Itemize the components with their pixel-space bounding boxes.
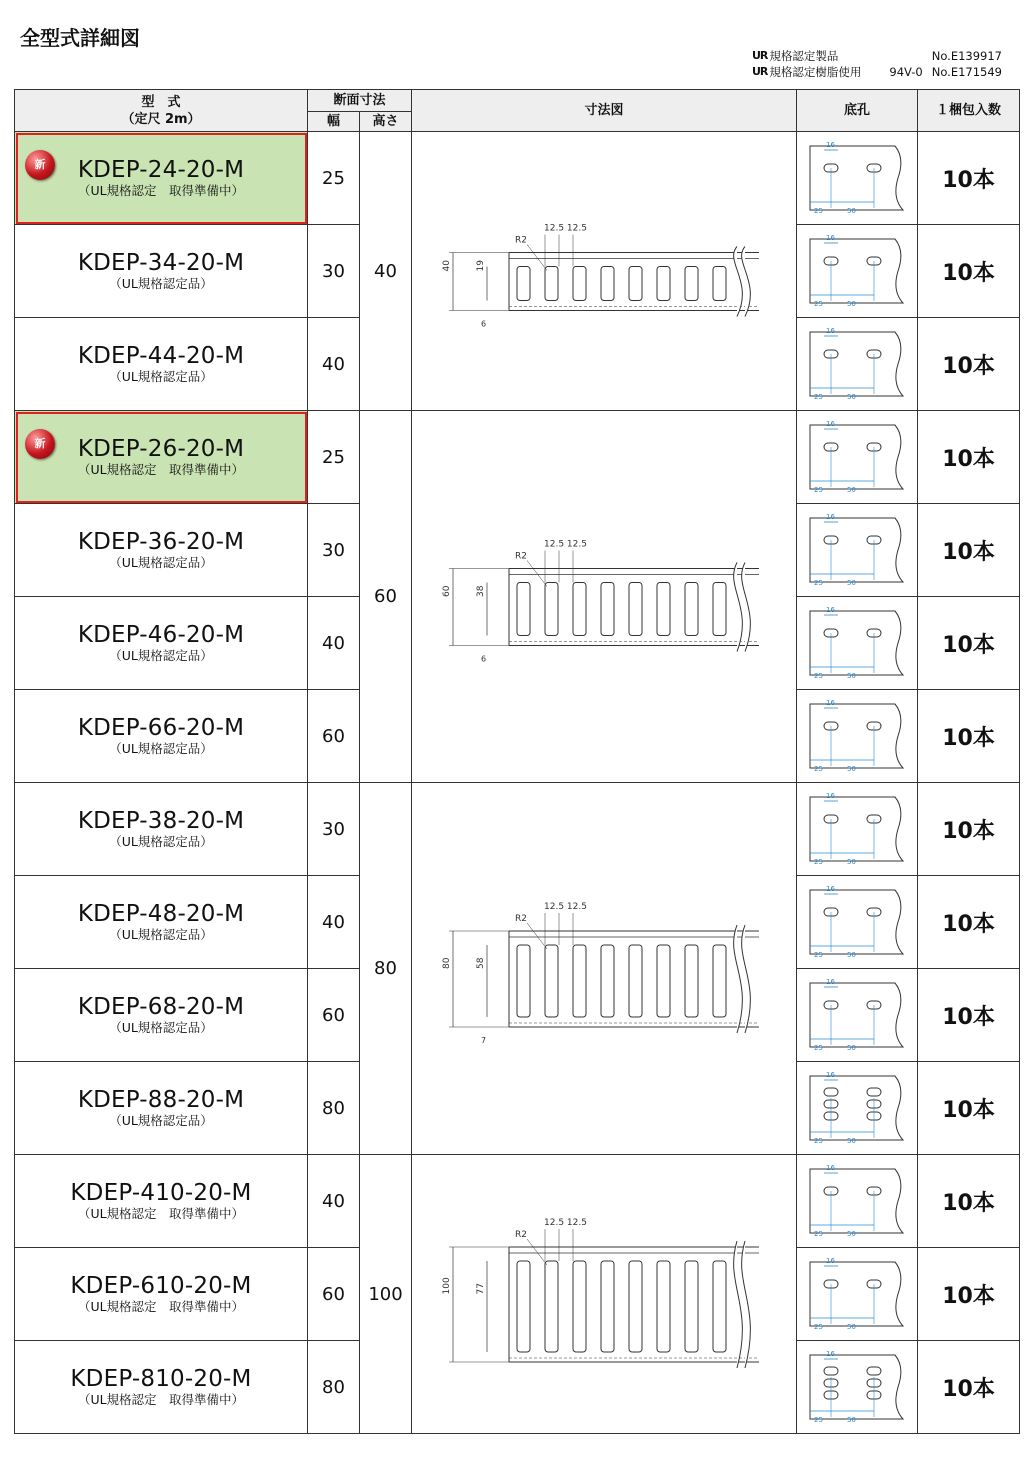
hole-dim-b-label: 50	[847, 1230, 856, 1238]
new-badge-icon: 新	[25, 150, 55, 180]
ur-mark-icon: UR	[752, 49, 768, 62]
model-note: （UL規格認定品）	[109, 1113, 213, 1128]
hole-dim-a-label: 25	[814, 858, 823, 866]
width-cell: 80	[308, 1341, 360, 1434]
hole-dim-a-label: 25	[814, 579, 823, 587]
quantity-cell: 10本	[918, 597, 1020, 690]
model-name: KDEP-48-20-M	[77, 901, 245, 927]
slot-height-label: 19	[476, 259, 487, 271]
bottom-hole-cell	[797, 318, 918, 411]
model-name: KDEP-810-20-M	[70, 1366, 252, 1392]
hole-slot-label: 16	[826, 420, 835, 428]
hole-dim-a-label: 25	[814, 486, 823, 494]
base-height-label: 6	[481, 319, 487, 328]
model-note: （UL規格認定品）	[109, 834, 213, 849]
spec-table	[14, 89, 1020, 1434]
model-note: （UL規格認定品）	[109, 276, 213, 291]
hole-slot-label: 16	[826, 978, 835, 986]
quantity-cell: 10本	[918, 876, 1020, 969]
hole-dim-b-label: 50	[847, 300, 856, 308]
header-bottom-hole: 底孔	[797, 90, 918, 132]
hole-dim-b-label: 50	[847, 672, 856, 680]
bottom-hole-cell	[797, 504, 918, 597]
bottom-hole-diagram	[807, 1068, 907, 1148]
bottom-hole-cell	[797, 783, 918, 876]
hole-dim-a-label: 25	[814, 672, 823, 680]
dimension-drawing-cell	[412, 132, 797, 411]
hole-dim-b-label: 50	[847, 486, 856, 494]
model-note: （UL規格認定 取得準備中）	[77, 1206, 245, 1221]
model-name: KDEP-36-20-M	[77, 529, 245, 555]
hole-slot-label: 16	[826, 234, 835, 242]
width-cell: 40	[308, 318, 360, 411]
certification-block	[752, 48, 1002, 80]
model-name: KDEP-410-20-M	[70, 1180, 252, 1206]
hole-slot-label: 16	[826, 513, 835, 521]
hole-dim-a-label: 25	[814, 1230, 823, 1238]
table-row	[15, 132, 1020, 225]
radius-label: R2	[515, 1229, 527, 1240]
header-model-sub: （定尺 2m）	[121, 111, 201, 127]
model-cell	[15, 876, 308, 969]
bottom-hole-cell	[797, 1155, 918, 1248]
model-cell	[15, 411, 308, 504]
model-cell	[15, 132, 308, 225]
hole-dim-a-label: 25	[814, 1137, 823, 1145]
width-cell: 80	[308, 1062, 360, 1155]
table-row	[15, 411, 1020, 504]
model-name: KDEP-38-20-M	[77, 808, 245, 834]
dimension-drawing-cell	[412, 783, 797, 1155]
model-cell	[15, 318, 308, 411]
quantity-cell: 10本	[918, 783, 1020, 876]
bottom-hole-diagram	[807, 138, 907, 218]
spec-table-body	[15, 132, 1020, 1434]
model-name: KDEP-44-20-M	[77, 343, 245, 369]
hole-slot-label: 16	[826, 1071, 835, 1079]
hole-dim-b-label: 50	[847, 765, 856, 773]
hole-dim-a-label: 25	[814, 951, 823, 959]
hole-dim-a-label: 25	[814, 765, 823, 773]
header-drawing: 寸法図	[412, 90, 797, 132]
slot-pitch-label: 12.5 12.5	[544, 1217, 587, 1228]
quantity-cell: 10本	[918, 318, 1020, 411]
hole-dim-b-label: 50	[847, 1416, 856, 1424]
model-name: KDEP-68-20-M	[77, 994, 245, 1020]
cert-label: 規格認定製品	[769, 49, 839, 63]
hole-dim-a-label: 25	[814, 393, 823, 401]
width-cell: 30	[308, 504, 360, 597]
hole-dim-b-label: 50	[847, 1044, 856, 1052]
bottom-hole-cell	[797, 411, 918, 504]
hole-slot-label: 16	[826, 1164, 835, 1172]
hole-slot-label: 16	[826, 885, 835, 893]
width-cell: 25	[308, 132, 360, 225]
width-cell: 60	[308, 1248, 360, 1341]
hole-slot-label: 16	[826, 699, 835, 707]
height-cell: 80	[360, 783, 412, 1155]
model-cell	[15, 1155, 308, 1248]
model-cell	[15, 783, 308, 876]
bottom-hole-diagram	[807, 510, 907, 590]
model-cell	[15, 1062, 308, 1155]
cert-grade	[889, 48, 929, 64]
hole-dim-a-label: 25	[814, 1323, 823, 1331]
model-cell	[15, 225, 308, 318]
total-height-label: 100	[442, 1276, 453, 1294]
header-model	[15, 90, 308, 132]
width-cell: 60	[308, 969, 360, 1062]
header-width: 幅	[308, 112, 360, 132]
model-note: （UL規格認定品）	[109, 1020, 213, 1035]
base-height-label: 6	[481, 654, 487, 663]
quantity-cell: 10本	[918, 1155, 1020, 1248]
quantity-cell: 10本	[918, 504, 1020, 597]
width-cell: 30	[308, 783, 360, 876]
bottom-hole-cell	[797, 225, 918, 318]
duct-dimension-drawing	[419, 786, 789, 1152]
radius-label: R2	[515, 913, 527, 924]
width-cell: 60	[308, 690, 360, 783]
duct-dimension-drawing	[419, 1158, 789, 1431]
model-note: （UL規格認定品）	[109, 555, 213, 570]
cert-row-2	[752, 64, 1002, 80]
width-cell: 40	[308, 876, 360, 969]
model-note: （UL規格認定 取得準備中）	[77, 183, 245, 198]
hole-dim-a-label: 25	[814, 300, 823, 308]
hole-dim-b-label: 50	[847, 207, 856, 215]
model-cell	[15, 1248, 308, 1341]
slot-pitch-label: 12.5 12.5	[544, 539, 587, 549]
slot-height-label: 58	[476, 957, 487, 969]
height-cell: 40	[360, 132, 412, 411]
bottom-hole-diagram	[807, 417, 907, 497]
table-row	[15, 1155, 1020, 1248]
slot-height-label: 38	[476, 585, 487, 597]
model-note: （UL規格認定 取得準備中）	[77, 462, 245, 477]
quantity-cell: 10本	[918, 411, 1020, 504]
header-section: 断面寸法	[308, 90, 412, 112]
hole-slot-label: 16	[826, 792, 835, 800]
page-title: 全型式詳細図	[20, 26, 140, 50]
ur-mark-icon: UR	[752, 65, 768, 78]
model-cell	[15, 969, 308, 1062]
cert-row-1	[752, 48, 1002, 64]
model-note: （UL規格認定品）	[109, 369, 213, 384]
quantity-cell: 10本	[918, 1248, 1020, 1341]
slot-pitch-label: 12.5 12.5	[544, 223, 587, 233]
hole-dim-b-label: 50	[847, 1137, 856, 1145]
bottom-hole-cell	[797, 597, 918, 690]
cert-number: No.E171549	[931, 65, 1002, 79]
bottom-hole-diagram	[807, 789, 907, 869]
bottom-hole-diagram	[807, 975, 907, 1055]
dimension-drawing-cell	[412, 1155, 797, 1434]
model-name: KDEP-24-20-M	[77, 157, 245, 183]
model-name: KDEP-66-20-M	[77, 715, 245, 741]
hole-dim-a-label: 25	[814, 1044, 823, 1052]
model-note: （UL規格認定 取得準備中）	[77, 1299, 245, 1314]
quantity-cell: 10本	[918, 132, 1020, 225]
bottom-hole-diagram	[807, 1161, 907, 1241]
width-cell: 30	[308, 225, 360, 318]
hole-dim-a-label: 25	[814, 207, 823, 215]
width-cell: 40	[308, 1155, 360, 1248]
bottom-hole-diagram	[807, 231, 907, 311]
quantity-cell: 10本	[918, 969, 1020, 1062]
cert-number: No.E139917	[931, 49, 1002, 63]
hole-slot-label: 16	[826, 1257, 835, 1265]
dimension-drawing-cell	[412, 411, 797, 783]
bottom-hole-cell	[797, 876, 918, 969]
height-cell: 60	[360, 411, 412, 783]
bottom-hole-diagram	[807, 1347, 907, 1427]
hole-slot-label: 16	[826, 327, 835, 335]
quantity-cell: 10本	[918, 1062, 1020, 1155]
bottom-hole-cell	[797, 132, 918, 225]
total-height-label: 40	[442, 259, 453, 271]
hole-dim-b-label: 50	[847, 1323, 856, 1331]
quantity-cell: 10本	[918, 225, 1020, 318]
bottom-hole-diagram	[807, 1254, 907, 1334]
model-cell	[15, 504, 308, 597]
model-note: （UL規格認定品）	[109, 741, 213, 756]
model-name: KDEP-610-20-M	[70, 1273, 252, 1299]
table-row	[15, 783, 1020, 876]
cert-label: 規格認定樹脂使用	[769, 65, 862, 79]
base-height-label: 7	[481, 1035, 487, 1045]
header-height: 高さ	[360, 112, 412, 132]
header-model-label: 型 式	[141, 94, 181, 110]
bottom-hole-diagram	[807, 882, 907, 962]
model-name: KDEP-26-20-M	[77, 436, 245, 462]
hole-dim-b-label: 50	[847, 393, 856, 401]
hole-dim-b-label: 50	[847, 858, 856, 866]
model-note: （UL規格認定品）	[109, 648, 213, 663]
duct-dimension-drawing	[419, 135, 789, 408]
bottom-hole-diagram	[807, 696, 907, 776]
bottom-hole-cell	[797, 1062, 918, 1155]
model-cell	[15, 597, 308, 690]
duct-dimension-drawing	[419, 414, 789, 780]
model-name: KDEP-34-20-M	[77, 250, 245, 276]
bottom-hole-cell	[797, 1341, 918, 1434]
header-quantity: １梱包入数	[918, 90, 1020, 132]
model-note: （UL規格認定品）	[109, 927, 213, 942]
model-name: KDEP-46-20-M	[77, 622, 245, 648]
hole-dim-a-label: 25	[814, 1416, 823, 1424]
hole-dim-b-label: 50	[847, 579, 856, 587]
hole-slot-label: 16	[826, 1350, 835, 1358]
slot-pitch-label: 12.5 12.5	[544, 901, 587, 912]
bottom-hole-cell	[797, 1248, 918, 1341]
radius-label: R2	[515, 235, 527, 245]
bottom-hole-diagram	[807, 603, 907, 683]
width-cell: 25	[308, 411, 360, 504]
radius-label: R2	[515, 551, 527, 561]
model-name: KDEP-88-20-M	[77, 1087, 245, 1113]
width-cell: 40	[308, 597, 360, 690]
bottom-hole-cell	[797, 690, 918, 783]
bottom-hole-cell	[797, 969, 918, 1062]
cert-grade: 94V-0	[889, 65, 923, 79]
slot-height-label: 77	[476, 1282, 487, 1294]
model-cell	[15, 1341, 308, 1434]
total-height-label: 80	[442, 957, 453, 969]
hole-slot-label: 16	[826, 606, 835, 614]
model-cell	[15, 690, 308, 783]
model-note: （UL規格認定 取得準備中）	[77, 1392, 245, 1407]
hole-dim-b-label: 50	[847, 951, 856, 959]
quantity-cell: 10本	[918, 1341, 1020, 1434]
quantity-cell: 10本	[918, 690, 1020, 783]
new-badge-icon: 新	[25, 429, 55, 459]
total-height-label: 60	[442, 585, 453, 597]
bottom-hole-diagram	[807, 324, 907, 404]
height-cell: 100	[360, 1155, 412, 1434]
hole-slot-label: 16	[826, 141, 835, 149]
